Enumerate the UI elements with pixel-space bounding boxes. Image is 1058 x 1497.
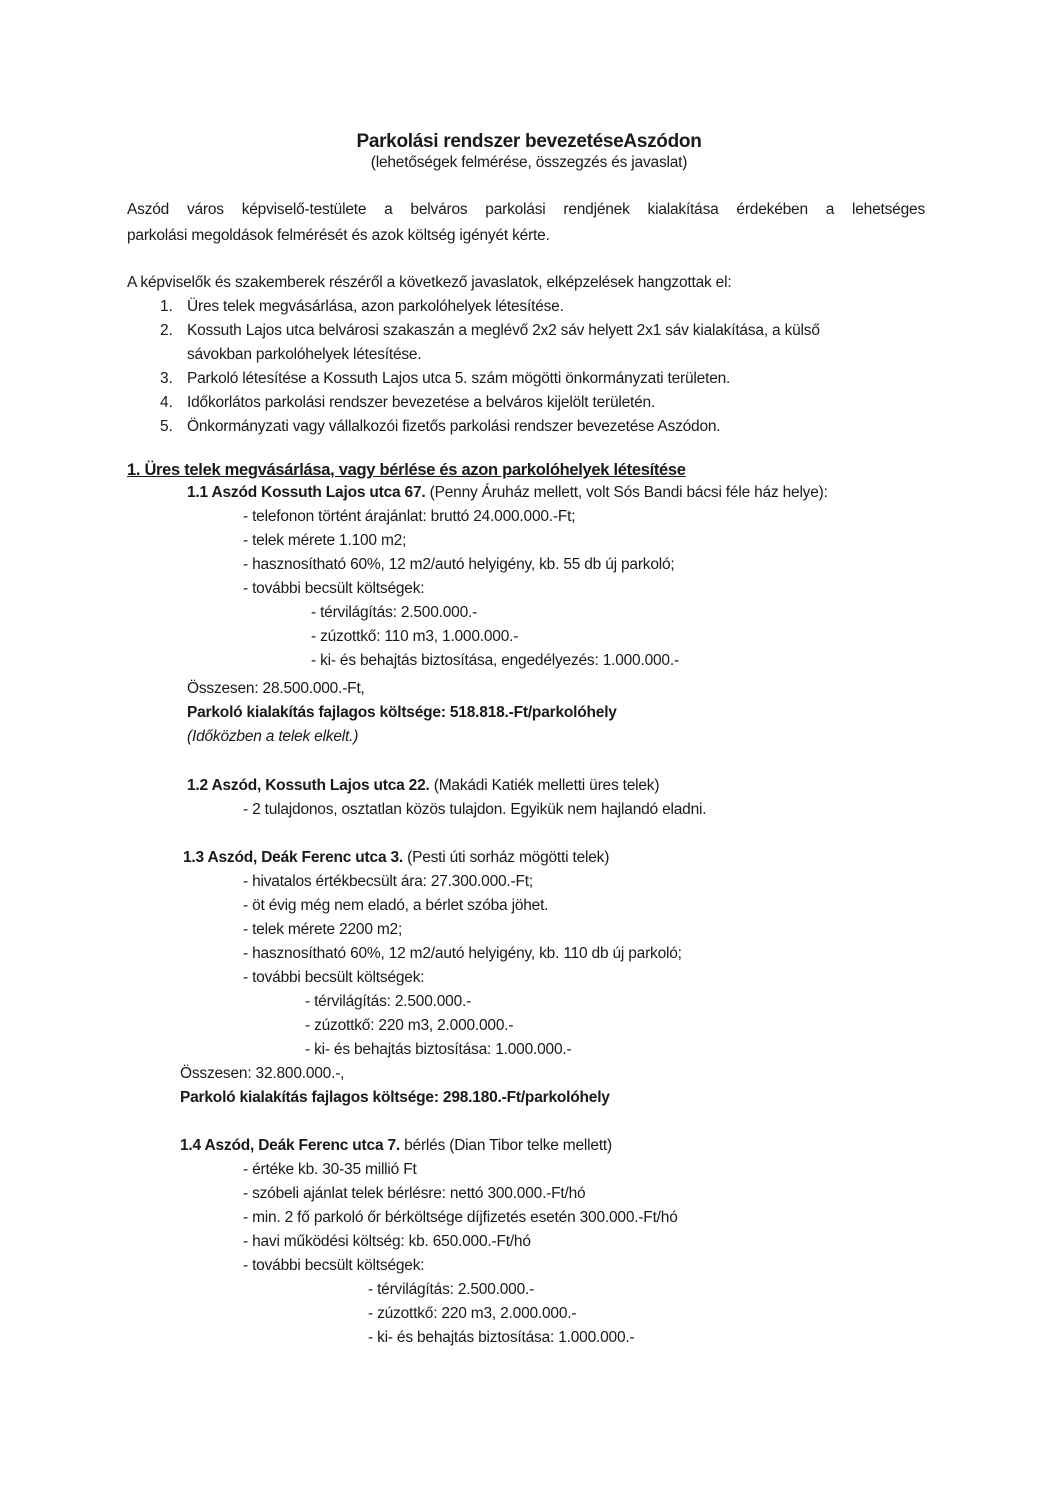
detail-item: - telek mérete 1.100 m2; bbox=[243, 532, 407, 549]
subsection-address: 1.4 Aszód, Deák Ferenc utca 7. bbox=[180, 1137, 400, 1154]
cost-item: - ki- és behajtás biztosítása, engedélyezés: 1.000.000.- bbox=[311, 652, 679, 669]
cost-item: - térvilágítás: 2.500.000.- bbox=[305, 993, 472, 1010]
cost-item: - zúzottkő: 220 m3, 2.000.000.- bbox=[305, 1017, 514, 1034]
detail-item: - hivatalos értékbecsült ára: 27.300.000.-Ft; bbox=[243, 873, 533, 890]
list-item: Üres telek megvásárlása, azon parkolóhelyek létesítése. bbox=[187, 298, 564, 315]
detail-item: - további becsült költségek: bbox=[243, 580, 425, 597]
subsection-title bbox=[187, 483, 828, 503]
intro-line-1: Aszód város képviselő-testülete a belváros parkolási rendjének kialakítása érdekében a lehetséges bbox=[127, 201, 925, 218]
list-item-continuation: sávokban parkolóhelyek létesítése. bbox=[187, 346, 422, 363]
subsection-description: (Makádi Katiék melletti üres telek) bbox=[429, 777, 660, 794]
note: (Időközben a telek elkelt.) bbox=[187, 728, 359, 745]
cost-item: - ki- és behajtás biztosítása: 1.000.000.- bbox=[368, 1329, 635, 1346]
detail-item: - telek mérete 2200 m2; bbox=[243, 921, 403, 938]
total-cost: Összesen: 32.800.000.-, bbox=[180, 1065, 345, 1082]
list-number: 2. bbox=[160, 322, 173, 339]
proposals-lead: A képviselők és szakemberek részéről a következő javaslatok, elképzelések hangzottak el: bbox=[127, 274, 732, 291]
detail-item: - szóbeli ajánlat telek bérlésre: nettó 300.000.-Ft/hó bbox=[243, 1185, 586, 1202]
detail-item: - hasznosítható 60%, 12 m2/autó helyigény, kb. 110 db új parkoló; bbox=[243, 945, 682, 962]
detail-item: - hasznosítható 60%, 12 m2/autó helyigény, kb. 55 db új parkoló; bbox=[243, 556, 675, 573]
detail-item: - telefonon történt árajánlat: bruttó 24.000.000.-Ft; bbox=[243, 508, 576, 525]
document-title: Parkolási rendszer bevezetéseAszódon bbox=[356, 131, 702, 152]
detail-item: - öt évig még nem eladó, a bérlet szóba jöhet. bbox=[243, 897, 549, 914]
detail-item: - havi működési költség: kb. 650.000.-Ft/hó bbox=[243, 1233, 531, 1250]
section-1-heading: 1. Üres telek megvásárlása, vagy bérlése és azon parkolóhelyek létesítése bbox=[127, 461, 686, 479]
list-item: Önkormányzati vagy vállalkozói fizetős parkolási rendszer bevezetése Aszódon. bbox=[187, 418, 721, 435]
total-cost: Összesen: 28.500.000.-Ft, bbox=[187, 680, 365, 697]
cost-item: - zúzottkő: 110 m3, 1.000.000.- bbox=[311, 628, 519, 645]
cost-item: - térvilágítás: 2.500.000.- bbox=[311, 604, 478, 621]
subsection-address: 1.1 Aszód Kossuth Lajos utca 67. bbox=[187, 484, 426, 501]
subsection-description: (Penny Áruház mellett, volt Sós Bandi bácsi féle ház helye): bbox=[425, 484, 828, 501]
unit-cost: Parkoló kialakítás fajlagos költsége: 518.818.-Ft/parkolóhely bbox=[187, 704, 617, 721]
list-number: 4. bbox=[160, 394, 173, 411]
cost-item: - térvilágítás: 2.500.000.- bbox=[368, 1281, 535, 1298]
list-number: 3. bbox=[160, 370, 173, 387]
detail-item: - további becsült költségek: bbox=[243, 969, 425, 986]
subsection-description: bérlés (Dian Tibor telke mellett) bbox=[400, 1137, 613, 1154]
detail-item: - további becsült költségek: bbox=[243, 1257, 425, 1274]
subsection-title bbox=[180, 1136, 612, 1156]
detail-item: - 2 tulajdonos, osztatlan közös tulajdon. Egyikük nem hajlandó eladni. bbox=[243, 801, 707, 818]
cost-item: - zúzottkő: 220 m3, 2.000.000.- bbox=[368, 1305, 577, 1322]
subsection-description: (Pesti úti sorház mögötti telek) bbox=[403, 849, 610, 866]
list-item: Parkoló létesítése a Kossuth Lajos utca 5. szám mögötti önkormányzati területen. bbox=[187, 370, 731, 387]
subsection-address: 1.3 Aszód, Deák Ferenc utca 3. bbox=[183, 849, 403, 866]
detail-item: - értéke kb. 30-35 millió Ft bbox=[243, 1161, 417, 1178]
document-subtitle: (lehetőségek felmérése, összegzés és javaslat) bbox=[370, 154, 688, 171]
unit-cost: Parkoló kialakítás fajlagos költsége: 298.180.-Ft/parkolóhely bbox=[180, 1089, 610, 1106]
list-number: 1. bbox=[160, 298, 173, 315]
subsection-title bbox=[183, 848, 609, 868]
cost-item: - ki- és behajtás biztosítása: 1.000.000.- bbox=[305, 1041, 572, 1058]
detail-item: - min. 2 fő parkoló őr bérköltsége díjfizetés esetén 300.000.-Ft/hó bbox=[243, 1209, 678, 1226]
list-number: 5. bbox=[160, 418, 173, 435]
intro-line-2: parkolási megoldások felmérését és azok költség igényét kérte. bbox=[127, 227, 550, 244]
subsection-address: 1.2 Aszód, Kossuth Lajos utca 22. bbox=[187, 777, 430, 794]
list-item: Időkorlátos parkolási rendszer bevezetése a belváros kijelölt területén. bbox=[187, 394, 656, 411]
list-item: Kossuth Lajos utca belvárosi szakaszán a meglévő 2x2 sáv helyett 2x1 sáv kialakítása, a külső bbox=[187, 322, 820, 339]
subsection-title bbox=[187, 776, 659, 796]
